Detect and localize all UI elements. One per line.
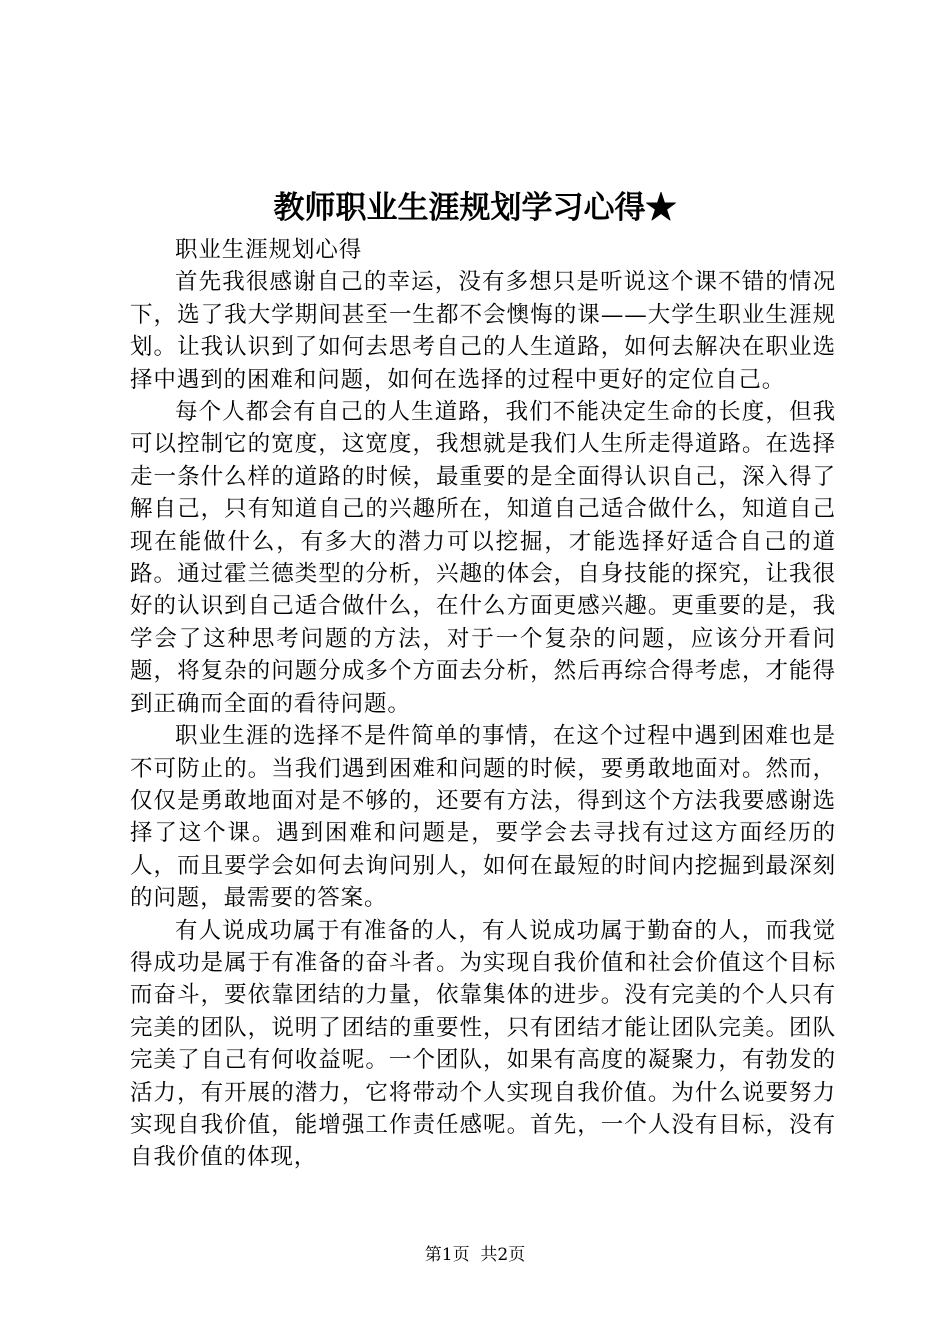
document-subtitle: 职业生涯规划心得 [175,237,363,263]
paragraph: 有人说成功属于有准备的人，有人说成功属于勤奋的人，而我觉得成功是属于有准备的奋斗者。为实现自我价值和社会价值这个目标而奋斗，要依靠团结的力量，依靠集体的进步。没有完美的个人只有完美的团队，说明了团结的重要性，只有团结才能让团队完美。团队完美了自己有何收益呢。一个团队，如果有高度的凝聚力，有勃发的活力，有开展的潜力，它将带动个人实现自我价值。为什么说要努力实现自我价值，能增强工作责任感呢。首先，一个人没有目标，没有自我价值的体现， [130,917,836,1171]
page-number: 第1页 [424,1245,470,1265]
page-total: 共2页 [480,1245,526,1265]
paragraph: 每个人都会有自己的人生道路，我们不能决定生命的长度，但我可以控制它的宽度，这宽度，我想就是我们人生所走得道路。在选择走一条什么样的道路的时候，最重要的是全面得认识自己，深入得了解自己，只有知道自己的兴趣所在，知道自己适合做什么，知道自己现在能做什么，有多大的潜力可以挖掘，才能选择好适合自己的道路。通过霍兰德类型的分析，兴趣的体会，自身技能的探究，让我很好的认识到自己适合做什么，在什么方面更感兴趣。更重要的是，我学会了这种思考问题的方法，对于一个复杂的问题，应该分开看问题，将复杂的问题分成多个方面去分析，然后再综合得考虑，才能得到正确而全面的看待问题。 [130,399,836,717]
page-footer [0,1243,950,1267]
paragraph: 首先我很感谢自己的幸运，没有多想只是听说这个课不错的情况下，选了我大学期间甚至一生都不会懊悔的课——大学生职业生涯规划。让我认识到了如何去思考自己的人生道路，如何去解决在职业选择中遇到的困难和问题，如何在选择的过程中更好的定位自己。 [130,269,836,393]
document-title: 教师职业生涯规划学习心得★ [273,190,677,226]
paragraph: 职业生涯的选择不是件简单的事情，在这个过程中遇到困难也是不可防止的。当我们遇到困难和问题的时候，要勇敢地面对。然而，仅仅是勇敢地面对是不够的，还要有方法，得到这个方法我要感谢选择了这个课。遇到困难和问题是，要学会去寻找有过这方面经历的人，而且要学会如何去询问别人，如何在最短的时间内挖掘到最深刻的问题，最需要的答案。 [130,723,836,912]
document-body [130,234,836,1174]
